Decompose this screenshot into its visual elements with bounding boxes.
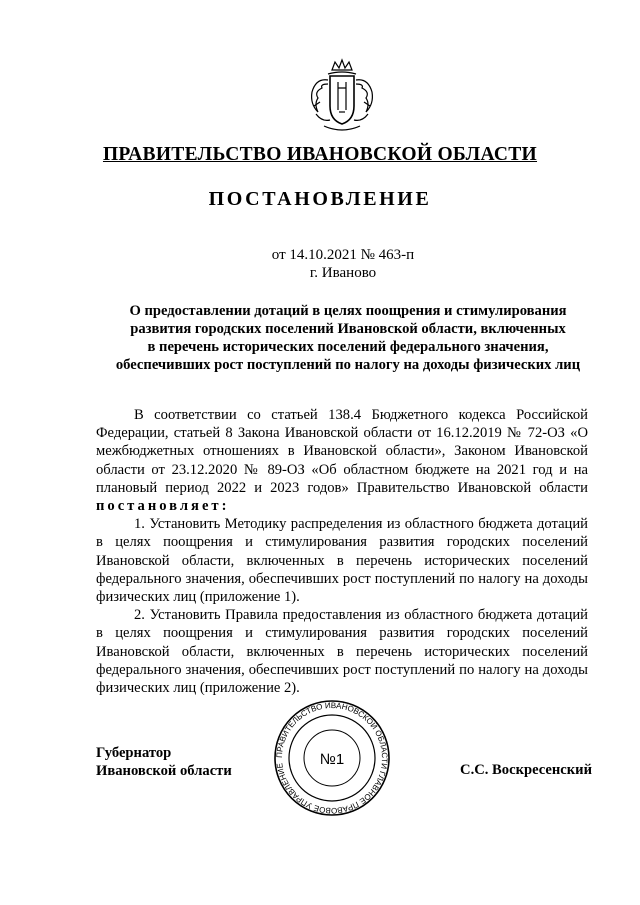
item-1-paragraph: 1. Установить Методику распределения из областного бюджета дотаций в целях поощрения и стимулирования развития городских поселений Ивановской области, включенных в перечень исторических поселений федерального значения, обеспечивших рост поступлений по налогу на доходы физических лиц (приложение 1). xyxy=(96,516,588,606)
subject-line: развития городских поселений Ивановской области, включенных xyxy=(130,321,566,337)
document-subject xyxy=(90,302,606,374)
subject-line: в перечень исторических поселений федерального значения, xyxy=(147,339,549,355)
signatory-title-line: Ивановской области xyxy=(96,763,232,779)
subject-line: О предоставлении дотаций в целях поощрения и стимулирования xyxy=(129,303,567,319)
intro-text: В соответствии со статьей 138.4 Бюджетного кодекса Российской Федерации, статьей 8 Закона Ивановской области от 16.12.2019 № 72-ОЗ «О межбюджетных отношениях в Ивановской области», Законом Ивановской области от 23.12.2020 № 89-ОЗ «Об областном бюджете на 2021 год и на плановый период 2022 и 2023 годов» Правительство Ивановской области xyxy=(96,407,588,496)
city: г. Иваново xyxy=(309,265,377,281)
resolves-word: постановляет xyxy=(96,498,222,515)
signatory-title-line: Губернатор xyxy=(96,745,172,761)
coat-of-arms-icon xyxy=(302,58,382,134)
date-number: от 14.10.2021 № 463-п xyxy=(271,247,415,263)
signatory-name: С.С. Воскресенский xyxy=(460,762,592,778)
document-body xyxy=(96,406,588,697)
date-block xyxy=(0,246,640,282)
signatory-title xyxy=(96,744,232,780)
resolves-colon: : xyxy=(221,498,227,515)
item-2-paragraph: 2. Установить Правила предоставления из областного бюджета дотаций в целях поощрения и стимулирования развития городских поселений Ивановской области, включенных в перечень исторических поселений федерального значения, обеспечивших рост поступлений по налогу на доходы физических лиц (приложение 2). xyxy=(96,607,588,697)
stamp-number: №1 xyxy=(319,751,345,768)
round-stamp-icon xyxy=(272,698,392,818)
document-type: ПОСТАНОВЛЕНИЕ xyxy=(208,188,432,210)
organization-title: ПРАВИТЕЛЬСТВО ИВАНОВСКОЙ ОБЛАСТИ xyxy=(102,144,538,165)
subject-line: обеспечивших рост поступлений по налогу на доходы физических лиц xyxy=(115,357,581,373)
stamp-text: ПРАВИТЕЛЬСТВО ИВАНОВСКОЙ ОБЛАСТИ ГЛАВНОЕ ПРАВОВОЕ УПРАВЛЕНИЕ xyxy=(274,700,390,816)
intro-paragraph xyxy=(96,406,588,515)
